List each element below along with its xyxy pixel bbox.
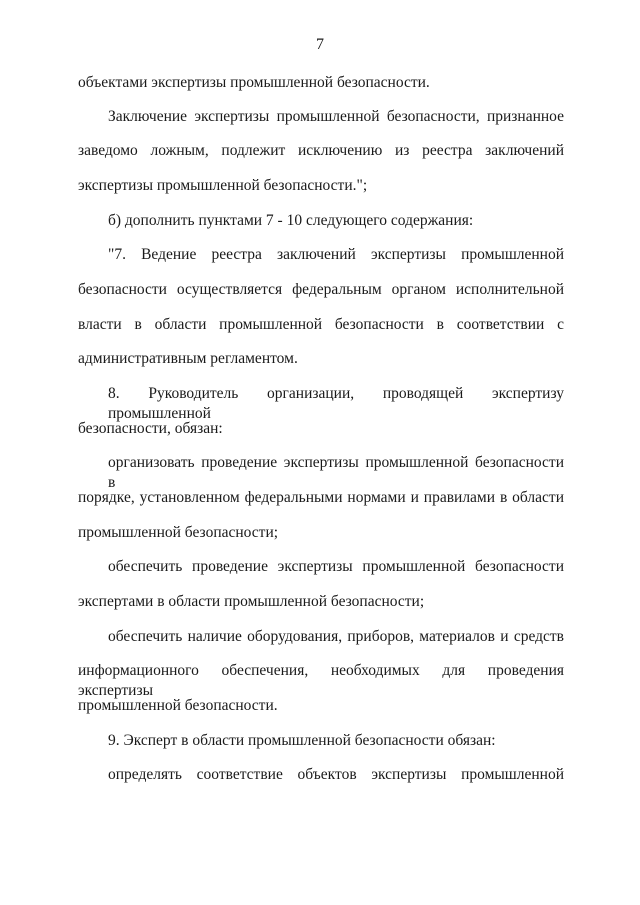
text-line: порядке, установленном федеральными нормами и правилами в области xyxy=(78,489,564,506)
text-line: экспертизы промышленной безопасности."; xyxy=(78,177,368,194)
text-line: "7. Ведение реестра заключений экспертизы промышленной xyxy=(108,246,564,263)
text-line: власти в области промышленной безопасности в соответствии с xyxy=(78,316,564,333)
text-line: б) дополнить пунктами 7 - 10 следующего содержания: xyxy=(108,212,474,229)
text-line: безопасности, обязан: xyxy=(78,420,223,437)
text-line: Заключение экспертизы промышленной безопасности, признанное xyxy=(108,108,564,125)
text-line: промышленной безопасности; xyxy=(78,524,279,541)
text-line: организовать проведение экспертизы промышленной безопасности в xyxy=(108,454,564,491)
text-line: административным регламентом. xyxy=(78,350,298,367)
text-line: информационного обеспечения, необходимых для проведения экспертизы xyxy=(78,662,564,699)
text-line: 9. Эксперт в области промышленной безопасности обязан: xyxy=(108,732,496,749)
text-line: определять соответствие объектов экспертизы промышленной xyxy=(108,766,564,783)
text-line: промышленной безопасности. xyxy=(78,697,278,714)
text-line: заведомо ложным, подлежит исключению из реестра заключений xyxy=(78,142,564,159)
text-line: 8. Руководитель организации, проводящей экспертизу промышленной xyxy=(108,385,564,422)
text-line: обеспечить проведение экспертизы промышленной безопасности xyxy=(108,558,564,575)
page-number: 7 xyxy=(316,36,324,53)
text-line: безопасности осуществляется федеральным органом исполнительной xyxy=(78,281,564,298)
text-line: обеспечить наличие оборудования, приборов, материалов и средств xyxy=(108,628,564,645)
text-line: экспертами в области промышленной безопасности; xyxy=(78,593,425,610)
text-line: объектами экспертизы промышленной безопасности. xyxy=(78,74,430,91)
